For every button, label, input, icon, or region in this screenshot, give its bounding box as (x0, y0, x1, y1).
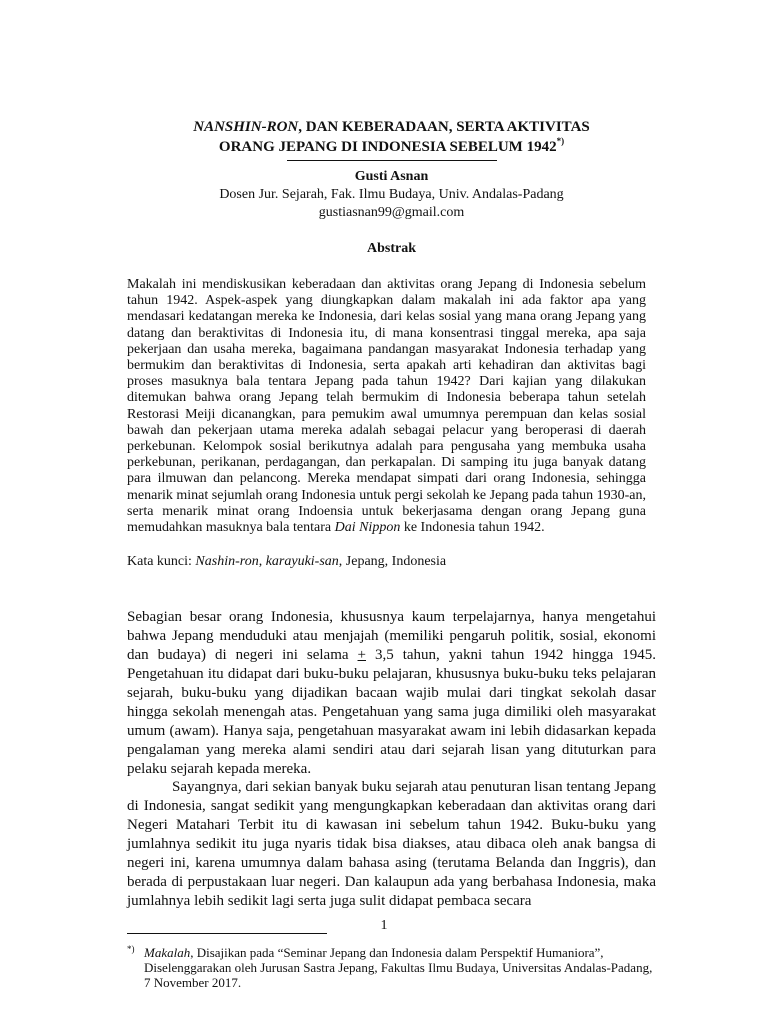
keyword-1: Nashin-ron (195, 554, 259, 570)
page-number: 1 (380, 918, 388, 933)
author-email: gustiasnan99@gmail.com (318, 205, 465, 220)
body-paragraph-1-part2: 3,5 tahun, yakni tahun 1942 hingga 1945. Pengetahuan itu didapat dari buku-buku pelajaran, khususnya buku-buku teks pelajaran sejarah, buku-buku yang dijadikan bacaan wajib mulai dari tingkat sekolah dasar hingga sekolah menengah atas. Pengetahuan yang sama juga dimiliki oleh masyarakat umum (awam). Hanya saja, pengetahuan masyarakat awam ini lebih didasarkan kepada pengalaman yang mereka alami sendiri atau dari sejarah lisan yang dituturkan para pelaku sejarah kepada mereka. (127, 647, 656, 777)
keywords-label: Kata kunci: (127, 554, 196, 570)
keywords-rest: , Jepang, Indonesia (338, 554, 447, 570)
keywords (127, 554, 656, 570)
title-footnote-mark: *) (556, 136, 565, 146)
author-name: Gusti Asnan (354, 169, 429, 184)
abstract-text-part1: Makalah ini mendiskusikan keberadaan dan aktivitas orang Jepang di Indonesia sebelum tahun 1942. Aspek-aspek yang diungkapkan dalam makalah ini ada faktor apa yang mendasari kedatangan mereka ke Indonesia, dari kelas sosial yang mana orang Jepang yang datang dan beraktivitas di Indonesia itu, di mana konsentrasi tinggal mereka, apa saja pekerjaan dan usaha mereka, bagaimana pandangan masyarakat Indonesia terhadap yang bermukim dan beraktivitas di Indonesia, serta apakah arti kehadiran dan aktivitas bagi proses masuknya bala tentara Jepang pada tahun 1942? Dari kajian yang dilakukan ditemukan bahwa orang Jepang telah bermukim di Indonesia beberapa tahun setelah Restorasi Meiji dicanangkan, para pemukim awal umumnya perempuan dan kelas sosial bawah dan pekerjaan utama mereka adalah sebagai pelacur yang beroperasi di daerah perkebunan. Kelompok sosial berikutnya adalah para pengusaha yang membuka usaha perkebunan, perikanan, perdagangan, dan perkapalan. Di samping itu juga banyak datang para ilmuwan dan pelancong. Mereka mendapat simpati dari orang Indonesia, sehingga menarik minat sejumlah orang Indonesia untuk pergi sekolah ke Jepang pada tahun 1930-an, serta menarik minat orang Indoensia untuk bekerjasama dengan orang Jepang guna memudahkan masuknya bala tentara (127, 277, 646, 536)
keyword-separator: , (258, 554, 266, 570)
footnote (127, 945, 656, 990)
title-line2: ORANG JEPANG DI INDONESIA SEBELUM 1942 (218, 139, 557, 155)
footnote-text: , Disajikan pada “Seminar Jepang dan Indonesia dalam Perspektif Humaniora”, Diselenggarakan oleh Jurusan Sastra Jepang, Fakultas Ilmu Budaya, Universitas Andalas-Padang, 7 November 2017. (144, 944, 653, 990)
keyword-2: karayuki-san (265, 554, 339, 570)
author-divider (287, 160, 497, 161)
author-affiliation: Dosen Jur. Sejarah, Fak. Ilmu Budaya, Univ. Andalas-Padang (219, 187, 564, 202)
footnote-italic: Makalah (144, 944, 191, 960)
abstract-heading: Abstrak (366, 241, 416, 256)
abstract-text-part2: ke Indonesia tahun 1942. (400, 520, 545, 536)
abstract-italic-term: Dai Nippon (334, 520, 401, 536)
abstract-text (127, 277, 646, 536)
body-paragraph-1-part1: Sebagian besar orang Indonesia, khususnya kaum terpelajarnya, hanya mengetahui bahwa Jepang menduduki atau menjajah (memiliki pengaruh politik, sosial, ekonomi dan budaya) di negeri ini selama (127, 609, 656, 664)
title-line1-rest: , DAN KEBERADAAN, SERTA AKTIVITAS (298, 119, 590, 135)
paper-title (127, 117, 656, 157)
plus-minus-symbol: + (357, 647, 366, 664)
footnote-mark: *) (127, 943, 135, 954)
body-paragraph-2: Sayangnya, dari sekian banyak buku sejarah atau penuturan lisan tentang Jepang di Indonesia, sangat sedikit yang mengungkapkan keberadaan dan aktivitas orang dari Negeri Matahari Terbit itu di kawasan ini sebelum tahun 1942. Buku-buku yang jumlahnya sedikit itu juga nyaris tidak bisa diakses, atau dibaca oleh anak bangsa di negeri ini, karena umumnya dalam bahasa asing (terutama Belanda dan Inggris), dan berada di perpustakaan luar negeri. Dan kalaupun ada yang berbahasa Indonesia, maka jumlahnya lebih sedikit lagi serta juga sulit didapat pembaca secara (127, 779, 656, 909)
title-italic-term: NANSHIN-RON (193, 119, 299, 135)
body-paragraph-1 (127, 608, 656, 778)
